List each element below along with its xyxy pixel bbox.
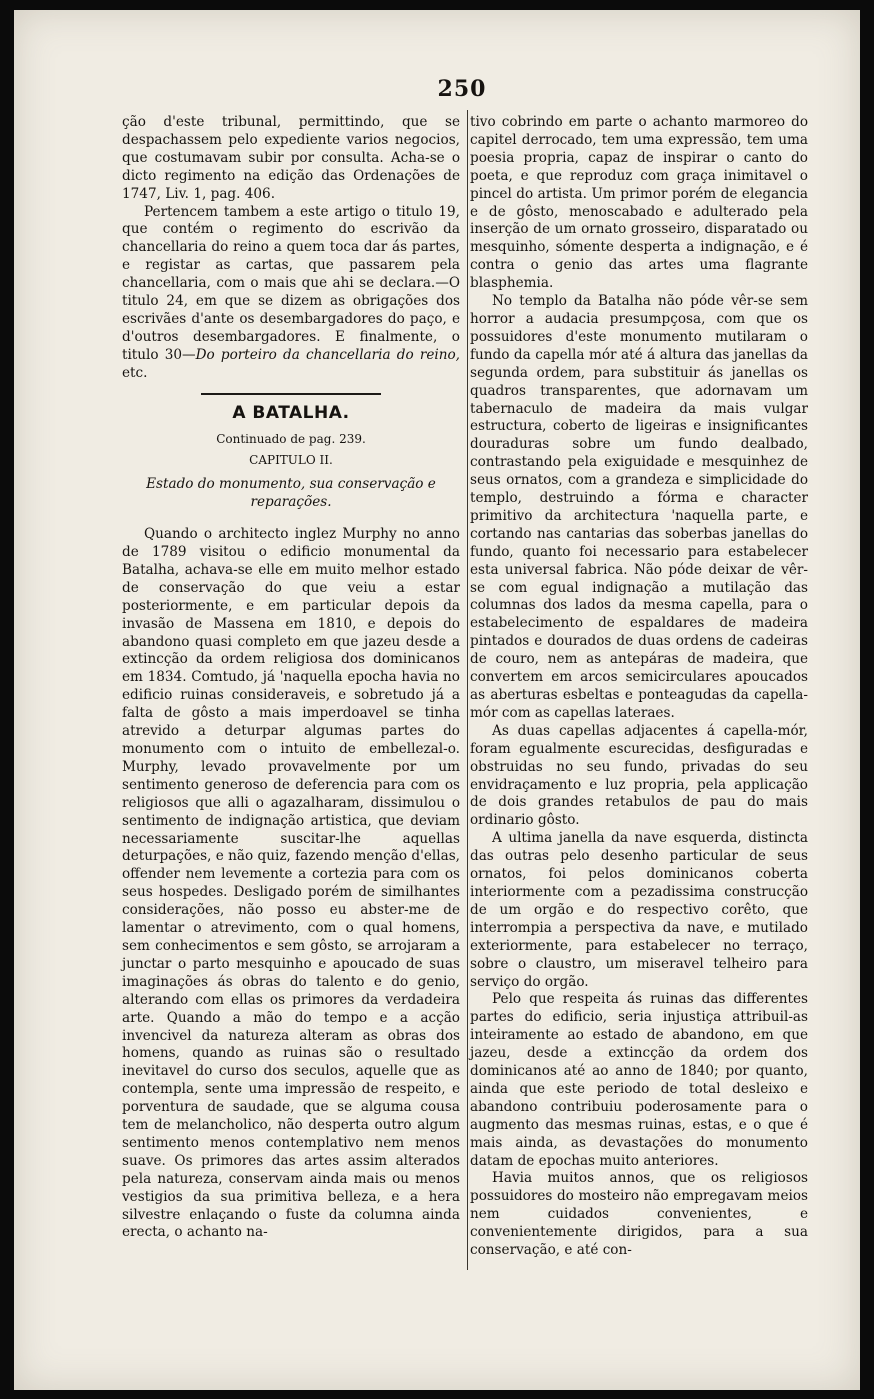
right-paragraph-2: No templo da Batalha não póde vêr-se sem horror a audacia presumpçosa, com que os possuidores d'este monumento mutilaram o fundo da capella mór até á altura das janellas da segunda ordem, para substituir ás janellas os quadros transparentes, que adornavam um tabernaculo de madeira da mais vulgar estructura, coberto de ligeiras e insignificantes douraduras sobre um fundo dealbado, contrastando pela exiguidade e mesquinhez de seus ornatos, com a grandeza e simplicidade do templo, destruindo a fórma e character primitivo da architectura 'naquella parte, e cortando nas cantarias das soberbas janellas do fundo, quanto foi necessario para estabelecer esta universal fabrica. Não póde deixar de vêr-se com egual indignação a mutilação das columnas dos lados da mesma capella, para o estabelecimento de espaldares de madeira pintados e dourados de duas ordens de cadeiras de couro, nem as antepáras de madeira, que convertem em arcos semicirculares apoucados as aberturas esbeltas e ponteagudas da capella-mór com as capellas lateraes.	[470, 293, 808, 721]
body-paragraph-1: Quando o architecto inglez Murphy no anno de 1789 visitou o edificio monumental da Batalha, achava-se elle em muito melhor estado de conservação do que veiu a estar posteriormente, e em particular depois da invasão de Massena em 1810, e depois do abandono quasi completo em que jazeu desde a extincção da ordem religiosa dos dominicanos em 1834. Comtudo, já 'naquella epocha havia no edificio ruinas consideraveis, e sobretudo já a falta de gôsto a mais imperdoavel se tinha atrevido a deturpar algumas partes do monumento com o intuito de embellezal-o. Murphy, levado provavelmente por um sentimento generoso de deferencia para com os religiosos que alli o agazalharam, dissimulou o sentimento de indignação artistica, que deviam necessariamente suscitar-lhe aquellas deturpações, e não quiz, fazendo menção d'ellas, offender nem levemente a cortezia para com os seus hospedes. Desligado porém de similhantes considerações, não posso eu abster-me de lamentar o atrevimento, com o qual homens, sem conhecimentos e sem gôsto, se arrojaram a junctar o parto mesquinho e apoucado de suas imaginações ás obras do talento e do genio, alterando com ellas os primores da verdadeira arte. Quando a mão do tempo e a acção invencivel da natureza alteram as obras dos homens, quando as ruinas são o resultado inevitavel do curso dos seculos, aquelle que as contempla, sente uma impressão de respeito, e porventura de saudade, que se alguma cousa tem de melancholico, não desperta outro algum sentimento menos contemplativo nem menos suave. Os primores das artes assim alterados pela natureza, conservam ainda mais ou menos vestigios da sua primitiva belleza, e a hera silvestre enlaçando o fuste da columna ainda erecta, o achanto na-	[122, 526, 460, 1241]
right-paragraph-6: Havia muitos annos, que os religiosos possuidores do mosteiro não empregavam meios nem cuidados convenientes, e convenientemente dirigidos, para a sua conservação, e até con-	[470, 1170, 808, 1259]
intro-italic-title: Do porteiro da chancellaria do reino,	[195, 346, 461, 363]
section-title: A BATALHA.	[232, 402, 350, 423]
right-paragraph-5: Pelo que respeita ás ruinas das differentes partes do edificio, seria injustiça attribuil-as inteiramente ao estado de abandono, em que jazeu, desde a extincção da ordem dos dominicanos até ao anno de 1840; por quanto, ainda que este periodo de total desleixo e abandono contribuiu poderosamente para o augmento das mesmas ruinas, estas, e o que é mais ainda, as devastações do monumento datam de epochas muito anteriores.	[470, 991, 808, 1169]
right-paragraph-3: As duas capellas adjacentes á capella-mór, foram egualmente escurecidas, desfiguradas e obstruidas no seu fundo, privadas do seu envidraçamento e luz propria, pela applicação de dois grandes retabulos de pau do mais ordinario gôsto.	[470, 722, 808, 829]
right-paragraph-1: tivo cobrindo em parte o achanto marmoreo do capitel derrocado, tem uma expressão, tem uma poesia propria, capaz de inspirar o canto do poeta, e que reproduz com graça inimitavel o pincel do artista. Um primor porém de elegancia e de gôsto, menoscabado e adulterado pela inserção de um ornato grosseiro, disparatado ou mesquinho, sómente desperta a indignação, e é contra o genio das artes uma flagrante blasphemia.	[470, 114, 808, 292]
continued-note: Continuado de pag. 239.	[216, 431, 366, 446]
chapter-label: CAPITULO II.	[249, 453, 333, 468]
column-divider	[467, 110, 468, 1270]
chapter-title: Estado do monumento, sua conservação e reparações.	[146, 476, 436, 511]
right-column	[470, 114, 808, 1260]
page-number: 250	[437, 76, 487, 102]
section-rule	[201, 393, 381, 395]
right-paragraph-4: A ultima janella da nave esquerda, distincta das outras pelo desenho particular de seus ornatos, foi pelos dominicanos coberta interiormente com a pezadissima construcção de um orgão e do respectivo corêto, que interrompia a perspectiva da nave, e mutilado exteriormente, para estabelecer no terraço, sobre o claustro, um miseravel telheiro para serviço do orgão.	[470, 830, 808, 990]
intro-paragraph-2-text: Pertencem tambem a este artigo o titulo 19, que contém o regimento do escrivão da chancellaria do reino a quem toca dar ás partes, e registar as cartas, que passarem pela chancellaria, com o mais que ahi se declara.—O titulo 24, em que se dizem as obrigações dos escrivães d'ante os desembargadores do paço, e d'outros desembargadores. E finalmente, o titulo 30—	[122, 203, 460, 363]
newspaper-page	[14, 10, 860, 1390]
intro-paragraph-1: ção d'este tribunal, permittindo, que se despachassem pelo expediente varios negocios, que costumavam subir por consulta. Acha-se o dicto regimento na edição das Ordenações de 1747, Liv. 1, pag. 406.	[122, 114, 460, 202]
left-column	[122, 114, 460, 1242]
intro-tail: etc.	[122, 364, 148, 381]
intro-paragraph-2	[122, 204, 460, 383]
